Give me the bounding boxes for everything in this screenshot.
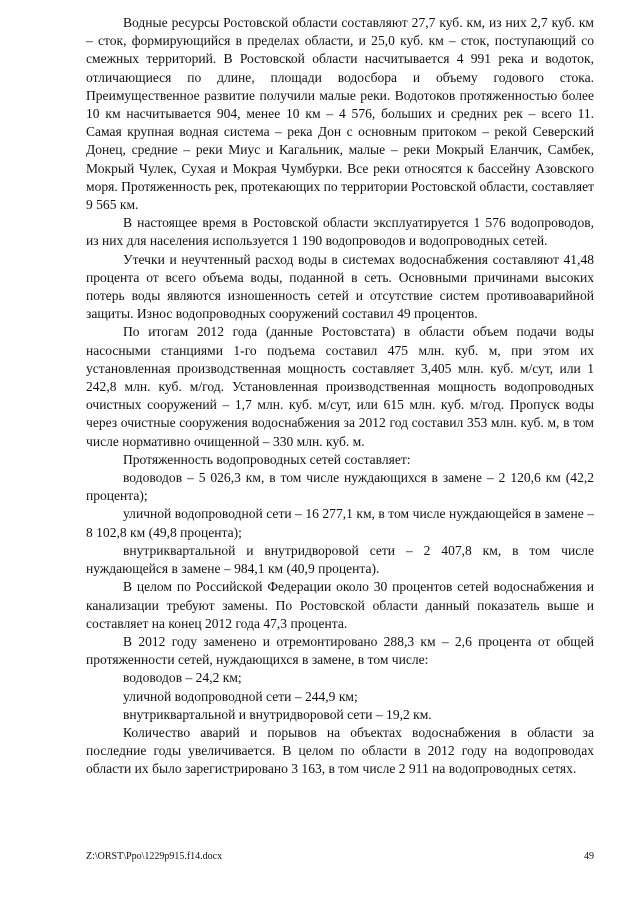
list-item-replaced-street: уличной водопроводной сети – 244,9 км; xyxy=(123,688,358,704)
page-number: 49 xyxy=(584,851,594,862)
footer-file-path: Z:\ORST\Ppo\1229p915.f14.docx xyxy=(86,851,223,862)
paragraph-water-resources: Водные ресурсы Ростовской области составляют 27,7 куб. км, из них 2,7 куб. км – сток, формирующийся в пределах области, и 25,0 куб. км – сток, поступающий со смежных территорий. В Ростовской области насчитывается 4 991 река и водоток, отличающиеся по длине, площади водосбора и объему годового стока. Преимущественное развитие получили малые реки. Водотоков протяженностью более 10 км насчитывается 904, менее 10 км – 4 576, больших и средних рек – всего 11. Самая крупная водная система – река Дон с основным притоком – рекой Северский Донец, средние – реки Миус и Кагальник, малые – реки Мокрый Еланчик, Самбек, Мокрый Чулек, Сухая и Мокрая Чумбурки. Все реки относятся к бассейну Азовского моря. Протяженность рек, протекающих по территории Ростовской области, составляет 9 565 км. xyxy=(86,15,594,213)
paragraph-water-pipelines-count: В настоящее время в Ростовской области эксплуатируется 1 576 водопроводов, из них для населения используется 1 190 водопроводов и водопроводных сетей. xyxy=(86,215,594,249)
list-item-water-conduits: водоводов – 5 026,3 км, в том числе нуждающихся в замене – 2 120,6 км (42,2 процента); xyxy=(86,470,594,504)
list-item-replaced-conduits: водоводов – 24,2 км; xyxy=(123,670,242,686)
body-text xyxy=(86,14,594,779)
paragraph-2012-results: По итогам 2012 года (данные Ростовстата) в области объем подачи воды насосными станциями 1-го подъема составил 475 млн. куб. м, при этом их установленная производственная мощность составляет 3,405 млн. куб. м/сут, или 1 242,8 млн. куб. м/год. Установленная производственная мощность водопроводных очистных сооружений – 1,7 млн. куб. м/сут, или 615 млн. куб. м/год. Пропуск воды через очистные сооружения водоснабжения за 2012 год составил 353 млн. куб. м, в том числе нормативно очищенной – 330 млн. куб. м. xyxy=(86,324,594,449)
list-item-intra-block-network: внутриквартальной и внутридворовой сети – 2 407,8 км, в том числе нуждающейся в замене – 984,1 км (40,9 процента). xyxy=(86,542,594,577)
paragraph-network-length-intro: Протяженность водопроводных сетей составляет: xyxy=(123,451,411,467)
paragraph-accidents: Количество аварий и порывов на объектах водоснабжения в области за последние годы увеличивается. В целом по области в 2012 году на водопроводах области их было зарегистрировано 3 163, в том числе 2 911 на водопроводных сетях. xyxy=(86,724,594,777)
list-item-street-network: уличной водопроводной сети – 16 277,1 км, в том числе нуждающейся в замене – 8 102,8 км (49,8 процента); xyxy=(86,506,594,540)
paragraph-russia-comparison: В целом по Российской Федерации около 30 процентов сетей водоснабжения и канализации требуют замены. По Ростовской области данный показатель выше и составляет на конец 2012 года 47,3 процента. xyxy=(86,579,594,631)
paragraph-replaced-2012: В 2012 году заменено и отремонтировано 288,3 км – 2,6 процента от общей протяженности сетей, нуждающихся в замене, в том числе: xyxy=(86,633,594,668)
list-item-replaced-intra-block: внутриквартальной и внутридворовой сети – 19,2 км. xyxy=(123,706,432,722)
paragraph-water-losses: Утечки и неучтенный расход воды в системах водоснабжения составляют 41,48 процента от всего объема воды, поданной в сеть. Основными причинами высоких потерь воды являются изношенность сетей и отсутствие систем противоаварийной защиты. Износ водопроводных сооружений составил 49 процентов. xyxy=(86,251,594,322)
